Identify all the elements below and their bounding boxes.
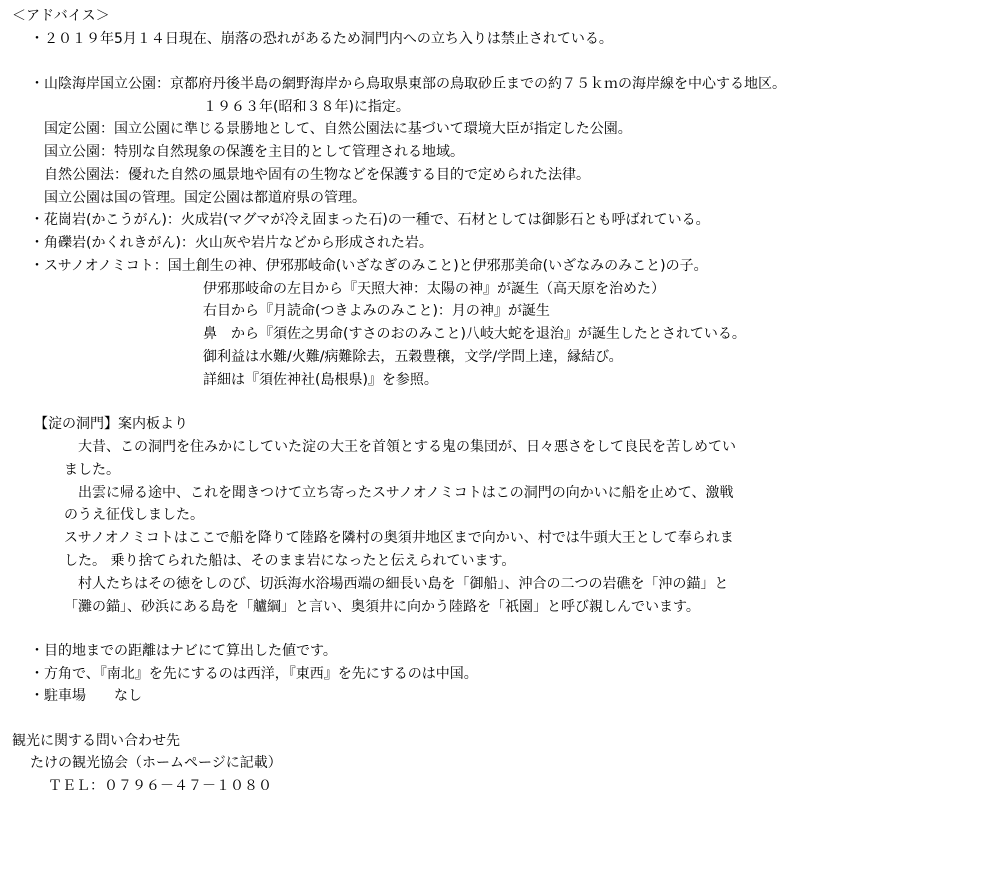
note-distance: ・目的地までの距離はナビにて算出した値です。 — [30, 643, 337, 659]
signboard-line-3: 出雲に帰る途中、これを聞きつけて立ち寄ったスサノオノミコトはこの洞門の向かいに船を止めて、激戦 — [64, 485, 734, 501]
signboard-line-8: 「灘の錨」、砂浜にある島を「艫綱」と言い、奥須井に向かう陸路を「祇園」と呼び親しんでいます。 — [64, 599, 700, 615]
note-directions: ・方角で、『南北』を先にするのは西洋，『東西』を先にするのは中国。 — [30, 666, 478, 682]
breccia-note: ・角礫岩(かくれきがん)：火山灰や岩片などから形成された岩。 — [30, 235, 433, 251]
susanoo-detail-3: 鼻 から『須佐之男命(すさのおのみこと)八岐大蛇を退治』が誕生したとされている。 — [203, 326, 746, 342]
signboard-title: 【淀の洞門】案内板より — [34, 416, 188, 432]
sanin-park-line-2: １９６３年(昭和３８年)に指定。 — [203, 99, 410, 115]
susanoo-detail-5: 詳細は『須佐神社(島根県)』を参照。 — [203, 372, 438, 388]
advice-heading: ＜アドバイス＞ — [12, 8, 110, 24]
susanoo-line-1: ・スサノオノミコト：国土創生の神、伊邪那岐命(いざなぎのみこと)と伊邪那美命(いざなみのみこと)の子。 — [30, 258, 708, 274]
signboard-line-6: した。 乗り捨てられた船は、そのまま岩になったと伝えられています。 — [64, 553, 516, 569]
note-parking: ・駐車場 なし — [30, 688, 142, 704]
susanoo-detail-1: 伊邪那岐命の左目から『天照大神：太陽の神』が誕生（高天原を治めた） — [203, 281, 665, 297]
definition-management: 国立公園は国の管理。国定公園は都道府県の管理。 — [44, 190, 366, 206]
definition-quasi-national-park: 国定公園：国立公園に準じる景勝地として、自然公園法に基づいて環境大臣が指定した公園。 — [44, 121, 632, 137]
signboard-line-4: のうえ征伐しました。 — [64, 507, 204, 523]
susanoo-detail-2: 右目から『月読命(つきよみのみこと)：月の神』が誕生 — [203, 303, 550, 319]
signboard-line-2: ました。 — [64, 462, 120, 478]
definition-natural-parks-act: 自然公園法：優れた自然の風景地や固有の生物などを保護する目的で定められた法律。 — [44, 167, 590, 183]
signboard-line-7: 村人たちはその徳をしのび、切浜海水浴場西端の細長い島を「御船」、沖合の二つの岩礁を「沖の錨」と — [64, 576, 729, 592]
susanoo-detail-4: 御利益は水難/火難/病難除去，五穀豊穣，文学/学問上達，縁結び。 — [203, 349, 623, 365]
signboard-line-5: スサノオノミコトはここで船を降りて陸路を隣村の奥須井地区まで向かい、村では牛頭大王として奉られま — [64, 530, 734, 546]
contact-title: 観光に関する問い合わせ先 — [12, 733, 180, 749]
closure-notice: ・２０１９年5月１４日現在、崩落の恐れがあるため洞門内への立ち入りは禁止されている。 — [30, 31, 613, 47]
contact-org: たけの観光協会（ホームページに記載） — [30, 755, 282, 771]
granite-note: ・花崗岩(かこうがん)：火成岩(マグマが冷え固まった石)の一種で、石材としては御影石とも呼ばれている。 — [30, 212, 710, 228]
definition-national-park: 国立公園：特別な自然現象の保護を主目的として管理される地域。 — [44, 144, 464, 160]
signboard-line-1: 大昔、この洞門を住みかにしていた淀の大王を首領とする鬼の集団が、日々悪さをして良民を苦しめてい — [64, 439, 736, 455]
sanin-park-line-1: ・山陰海岸国立公園：京都府丹後半島の網野海岸から鳥取県東部の鳥取砂丘までの約７５ｋｍの海岸線を中心する地区。 — [30, 76, 786, 92]
contact-tel: ＴＥＬ：０７９６－４７－１０８０ — [48, 778, 272, 794]
